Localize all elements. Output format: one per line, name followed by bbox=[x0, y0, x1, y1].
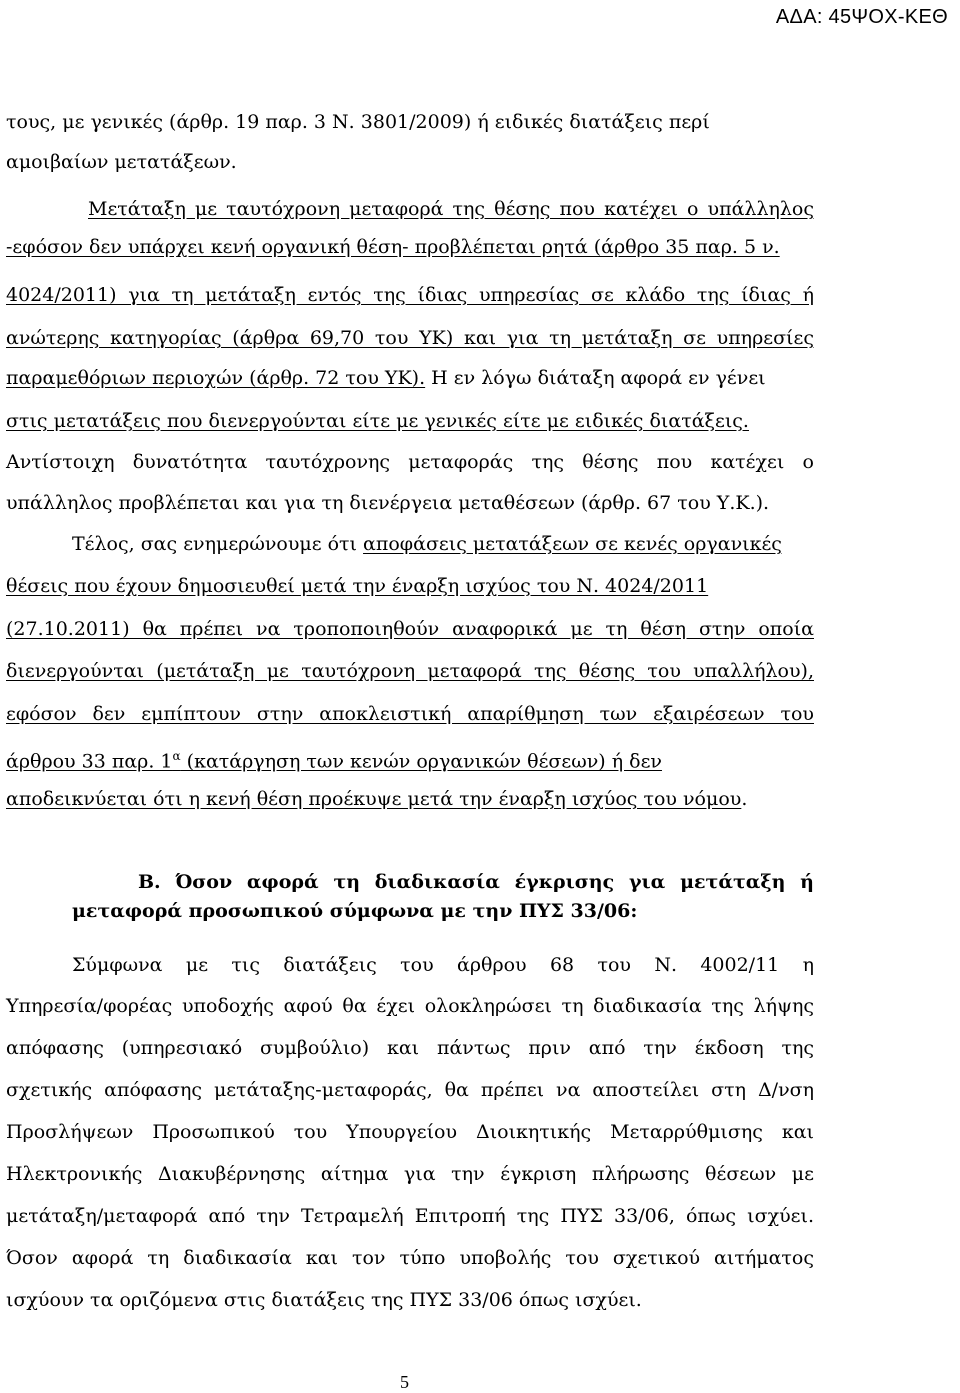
text-line: τους, με γενικές (άρθρ. 19 παρ. 3 Ν. 3801/2009) ή ειδικές διατάξεις περί bbox=[6, 111, 710, 133]
text-line: Αντίστοιχη δυνατότητα ταυτόχρονης μεταφοράς της θέσης που κατέχει ο bbox=[6, 451, 814, 473]
text-segment: (κατάργηση των κενών οργανικών θέσεων) ή δεν bbox=[180, 750, 662, 773]
text-line: υπάλληλος προβλέπεται και για τη διενέργεια μεταθέσεων (άρθρ. 67 του Υ.Κ.). bbox=[6, 492, 770, 514]
text-line: Σύμφωνα με τις διατάξεις του άρθρου 68 του Ν. 4002/11 η bbox=[72, 954, 814, 976]
text-segment: παραμεθόριων περιοχών (άρθρ. 72 του ΥΚ). bbox=[6, 367, 426, 389]
text-line: στις μετατάξεις που διενεργούνται είτε με γενικές είτε με ειδικές διατάξεις. bbox=[6, 410, 749, 432]
text-segment: άρθρου 33 παρ. 1 bbox=[6, 750, 173, 773]
text-line: ανώτερης κατηγορίας (άρθρα 69,70 του ΥΚ) και για τη μετάταξη σε υπηρεσίες bbox=[6, 327, 814, 349]
text-line: Υπηρεσία/φορέας υποδοχής αφού θα έχει ολοκληρώσει τη διαδικασία της λήψης bbox=[6, 995, 814, 1017]
text-line: διενεργούνται (μετάταξη με ταυτόχρονη μεταφορά της θέσης του υπαλλήλου), bbox=[6, 660, 814, 682]
text-line: ισχύουν τα οριζόμενα στις διατάξεις της ΠΥΣ 33/06 όπως ισχύει. bbox=[6, 1289, 642, 1311]
text-line: Μετάταξη με ταυτόχρονη μεταφορά της θέσης που κατέχει ο υπάλληλος bbox=[88, 198, 814, 220]
text-segment: Η εν λόγω διάταξη αφορά εν γένει bbox=[425, 367, 766, 389]
section-heading: μεταφορά προσωπικού σύμφωνα με την ΠΥΣ 33/06: bbox=[72, 900, 638, 922]
ada-header: ΑΔΑ: 45ΨΟΧ-ΚΕΘ bbox=[775, 6, 948, 28]
text-line: εφόσον δεν εμπίπτουν στην αποκλειστική απαρίθμηση των εξαιρέσεων του bbox=[6, 703, 814, 725]
text-line bbox=[6, 787, 814, 811]
text-line: -εφόσον δεν υπάρχει κενή οργανική θέση- προβλέπεται ρητά (άρθρο 35 παρ. 5 ν. bbox=[6, 236, 780, 258]
text-line: (27.10.2011) θα πρέπει να τροποποιηθούν αναφορικά με τη θέση στην οποία bbox=[6, 618, 814, 640]
text-line: θέσεις που έχουν δημοσιευθεί μετά την έναρξη ισχύος του Ν. 4024/2011 bbox=[6, 575, 709, 597]
text-segment: αποφάσεις μετατάξεων σε κενές οργανικές bbox=[363, 533, 782, 555]
text-line: Όσον αφορά τη διαδικασία και τον τύπο υποβολής του σχετικού αιτήματος bbox=[6, 1247, 814, 1269]
text-line: μετάταξη/μεταφορά από την Τετραμελή Επιτροπή της ΠΥΣ 33/06, όπως ισχύει. bbox=[6, 1205, 814, 1227]
text-line: σχετικής απόφασης μετάταξης-μεταφοράς, θα πρέπει να αποστείλει στη Δ/νση bbox=[6, 1079, 814, 1101]
text-line: 4024/2011) για τη μετάταξη εντός της ίδιας υπηρεσίας σε κλάδο της ίδιας ή bbox=[6, 284, 814, 306]
text-segment: Τέλος, σας ενημερώνουμε ότι bbox=[72, 533, 364, 555]
text-line: Προσλήψεων Προσωπικού του Υπουργείου Διοικητικής Μεταρρύθμισης και bbox=[6, 1121, 814, 1143]
text-segment: . bbox=[741, 788, 748, 810]
text-line bbox=[6, 366, 814, 390]
section-heading: Β. Όσον αφορά τη διαδικασία έγκρισης για μετάταξη ή bbox=[138, 871, 814, 893]
page-number: 5 bbox=[400, 1372, 409, 1392]
text-segment: αποδεικνύεται ότι η κενή θέση προέκυψε μετά την έναρξη ισχύος του νόμου bbox=[6, 788, 742, 810]
text-line: αμοιβαίων μετατάξεων. bbox=[6, 151, 237, 173]
text-line: απόφασης (υπηρεσιακό συμβούλιο) και πάντως πριν από την έκδοση της bbox=[6, 1037, 814, 1059]
text-line bbox=[6, 744, 814, 773]
text-line bbox=[72, 532, 814, 556]
text-line: Ηλεκτρονικής Διακυβέρνησης αίτημα για την έγκριση πλήρωσης θέσεων με bbox=[6, 1163, 814, 1185]
superscript-alpha: α bbox=[172, 749, 181, 763]
